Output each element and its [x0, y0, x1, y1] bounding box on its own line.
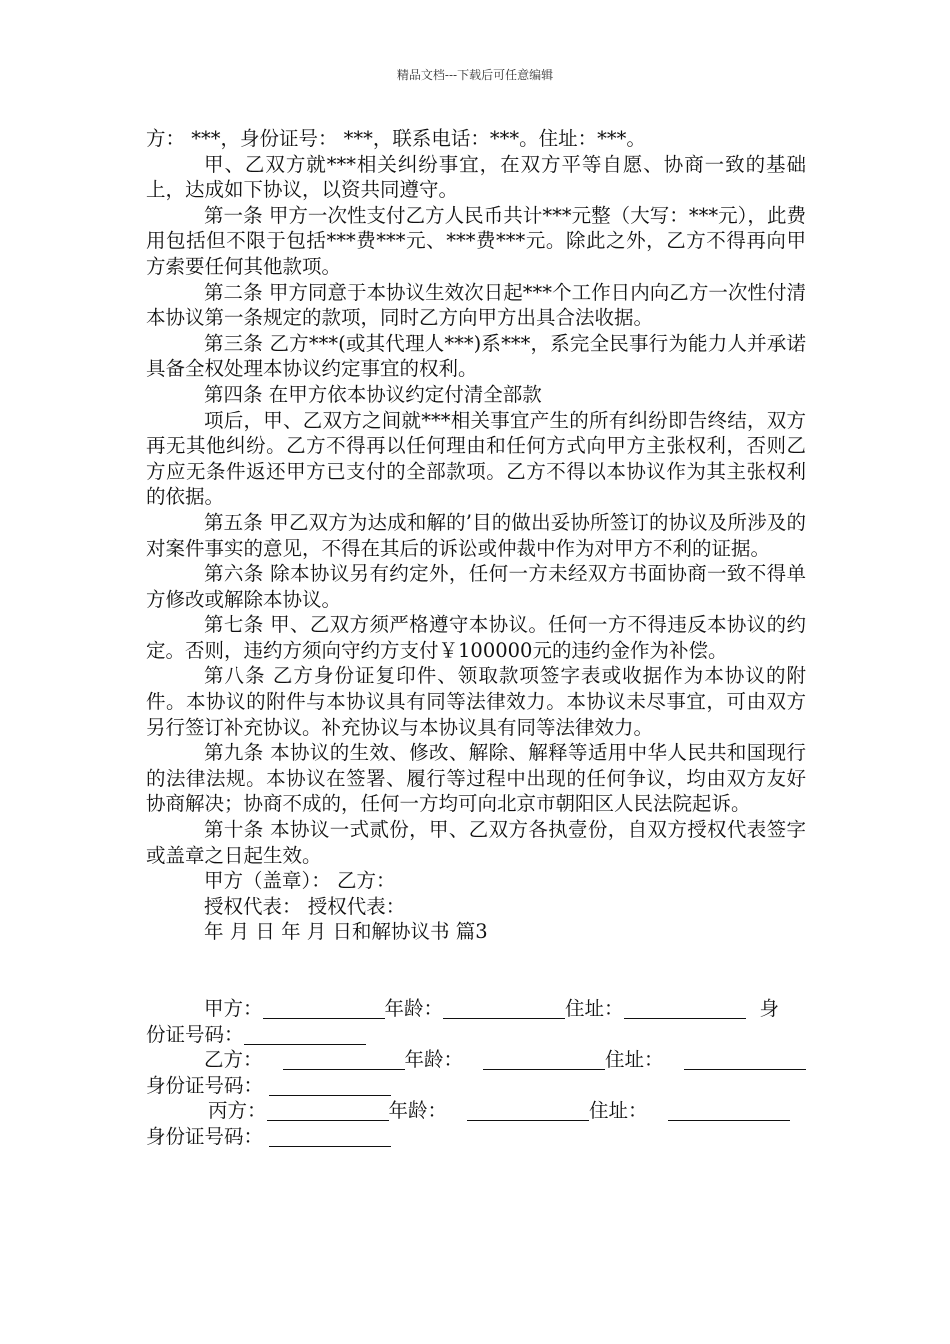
form-row-party2-id — [146, 1073, 806, 1099]
form-row-party3-id — [146, 1124, 806, 1150]
party3-label: 丙方： — [208, 1099, 267, 1123]
article-3: 第三条 乙方***(或其代理人***)系***，系完全民事行为能力人并承诺具备全权处理本协议约定事宜的权利。 — [146, 331, 806, 381]
party3-id-blank[interactable] — [269, 1126, 391, 1147]
party3-age-label: 年龄： — [388, 1099, 448, 1123]
article-10: 第十条 本协议一式贰份，甲、乙双方各执壹份，自双方授权代表签字或盖章之日起生效。 — [146, 818, 806, 867]
signature-date-line: 年 月 日 年 月 日和解协议书 篇3 — [204, 920, 488, 944]
party3-address-label: 住址： — [589, 1099, 648, 1123]
party1-address-blank[interactable] — [624, 998, 746, 1019]
page-header: 精品文档---下载后可任意编辑 — [396, 68, 554, 82]
party3-address-blank[interactable] — [668, 1100, 790, 1121]
article-9: 第九条 本协议的生效、修改、解除、解释等适用中华人民共和国现行的法律法规。本协议在签署、履行等过程中出现的任何争议，均由双方友好协商解决；协商不成的，任何一方均可向北京市朝阳区人民法院起诉。 — [146, 741, 806, 816]
party1-address-label: 住址： — [565, 997, 624, 1020]
signature-party-line: 甲方（盖章）： 乙方： — [204, 869, 396, 893]
party3-name-blank[interactable] — [267, 1100, 389, 1121]
signature-representative-line: 授权代表： 授权代表： — [204, 894, 406, 918]
party1-id-label-part-a: 身 — [759, 997, 780, 1020]
party3-id-label: 身份证号码： — [146, 1124, 264, 1148]
article-5: 第五条 甲乙双方为达成和解的’目的做出妥协所签订的协议及所涉及的对案件事实的意见，不得在其后的诉讼或仲裁中作为对甲方不利的证据。 — [146, 510, 806, 560]
form-row-party1-id — [146, 1022, 806, 1048]
article-4-continued: 项后，甲、乙双方之间就***相关事宜产生的所有纠纷即告终结，双方再无其他纠纷。乙方不得再以任何理由和任何方式向甲方主张权利，否则乙方应无条件返还甲方已支付的全部款项。乙方不得以本协议作为其主张权利的依据。 — [146, 408, 806, 509]
form-row-party1 — [146, 996, 806, 1022]
party1-age-blank[interactable] — [443, 998, 565, 1019]
form-row-party3 — [146, 1098, 806, 1124]
party2-address-blank[interactable] — [684, 1049, 806, 1070]
party2-label: 乙方： — [204, 1048, 263, 1072]
document-body — [146, 126, 806, 1150]
party2-age-label: 年龄： — [404, 1048, 464, 1072]
section-gap — [146, 945, 806, 996]
article-4: 第四条 在甲方依本协议约定付清全部款 — [204, 382, 542, 406]
article-8: 第八条 乙方身份证复印件、领取款项签字表或收据作为本协议的附件。本协议的附件与本协议具有同等法律效力。本协议未尽事宜，可由双方另行签订补充协议。补充协议与本协议具有同等法律效力。 — [146, 664, 806, 739]
party2-id-label: 身份证号码： — [146, 1073, 264, 1097]
party2-age-blank[interactable] — [483, 1049, 605, 1070]
party1-id-label-part-b: 份证号码： — [146, 1022, 244, 1046]
party1-name-blank[interactable] — [263, 998, 385, 1019]
party2-name-blank[interactable] — [283, 1049, 405, 1070]
party3-age-blank[interactable] — [467, 1100, 589, 1121]
article-1: 第一条 甲方一次性支付乙方人民币共计***元整（大写：***元），此费用包括但不限于包括***费***元、***费***元。除此之外，乙方不得再向甲方索要任何其他款项。 — [146, 203, 806, 278]
article-2: 第二条 甲方同意于本协议生效次日起***个工作日内向乙方一次性付清本协议第一条规定的款项，同时乙方向甲方出具合法收据。 — [146, 280, 806, 330]
article-6: 第六条 除本协议另有约定外，任何一方未经双方书面协商一致不得单方修改或解除本协议。 — [146, 562, 806, 611]
party2-id-blank[interactable] — [269, 1075, 391, 1096]
party1-label: 甲方： — [204, 997, 263, 1020]
party1-age-label: 年龄： — [384, 997, 444, 1020]
form-row-party2 — [146, 1047, 806, 1073]
article-7: 第七条 甲、乙双方须严格遵守本协议。任何一方不得违反本协议的约定。否则，违约方须向守约方支付￥100000元的违约金作为补偿。 — [146, 613, 806, 662]
party1-id-blank[interactable] — [244, 1024, 366, 1045]
party-info-line: 方： ***，身份证号： ***，联系电话：***。住址：***。 — [146, 127, 646, 150]
party2-address-label: 住址： — [605, 1048, 664, 1072]
preamble-paragraph: 甲、乙双方就***相关纠纷事宜，在双方平等自愿、协商一致的基础上，达成如下协议，以资共同遵守。 — [146, 152, 806, 202]
